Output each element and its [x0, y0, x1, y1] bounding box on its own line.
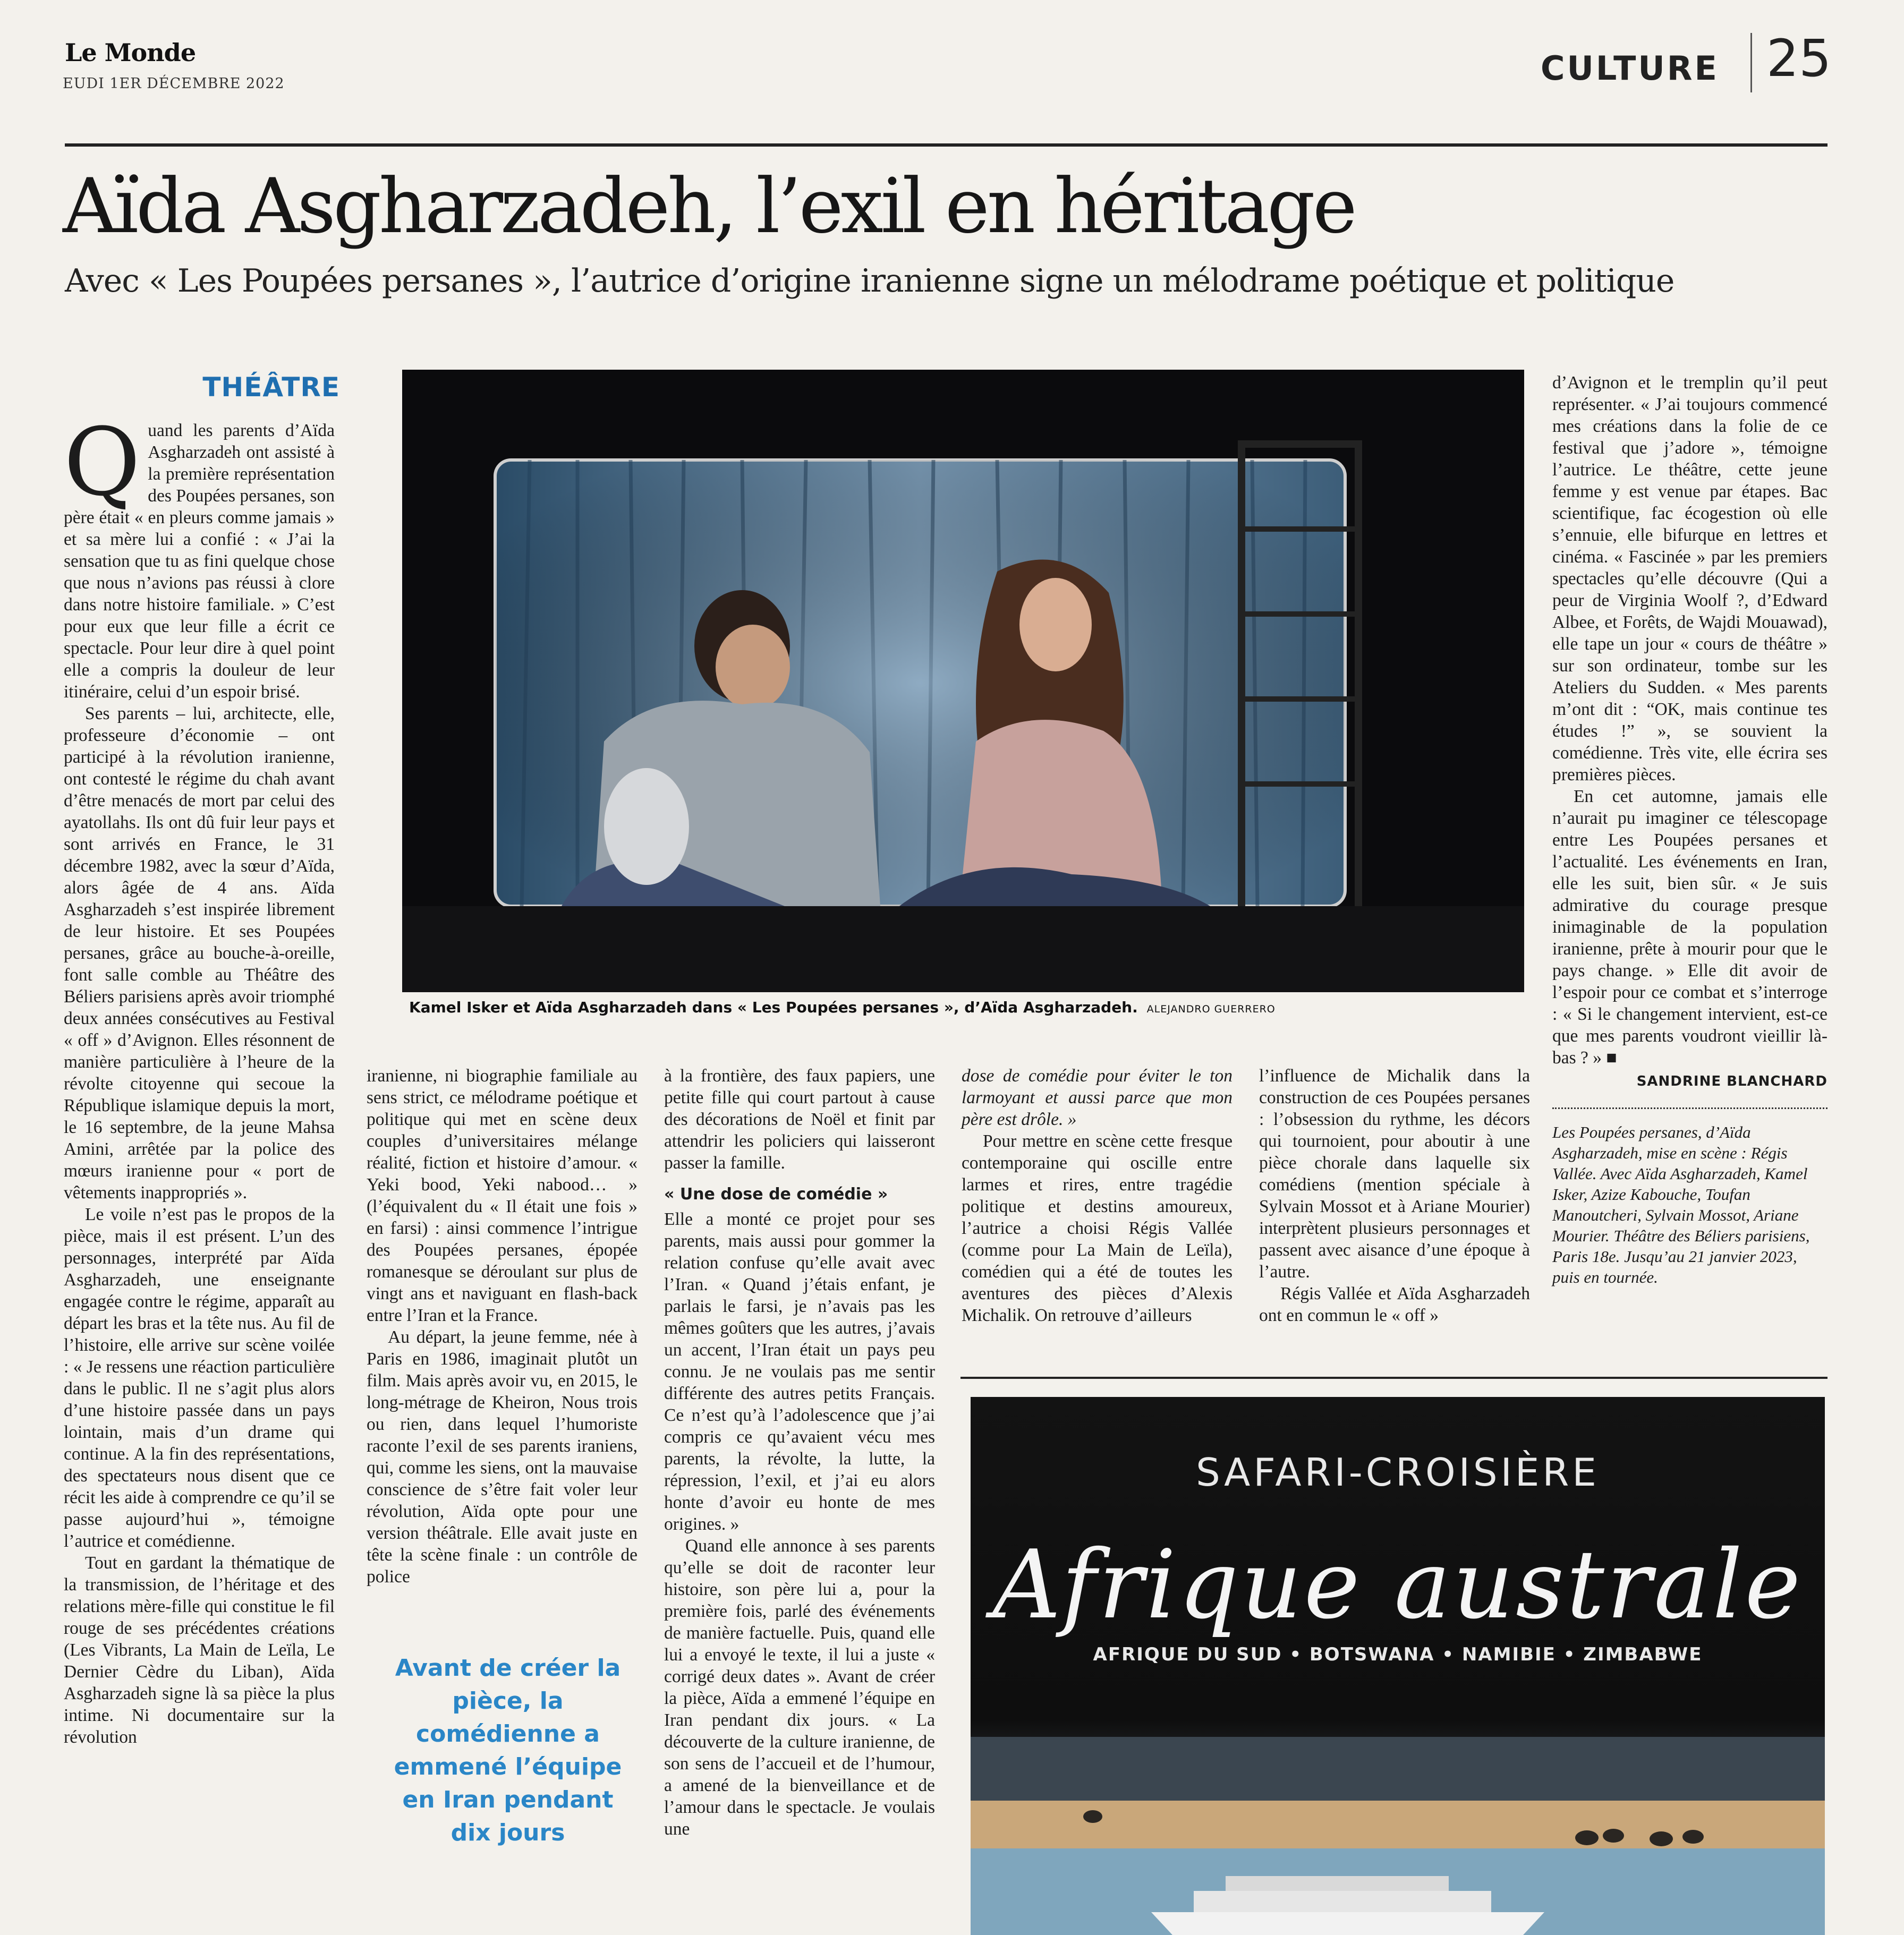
paragraph: d’Avignon et le tremplin qu’il peut représenter. « J’ai toujours commencé mes créations dans la folie de ce festival que j’adore », témoigne l’autrice. Le théâtre, cette jeune femme y est venue par étapes. Bac scientifique, fac écogestion où elle s’ennuie, elle bifurque en lettres et cinéma. « Fascinée » par les premiers spectacles qu’elle découvre (Qui a peur de Virginia Woolf ?, d’Edward Albee, et Forêts, de Wajdi Mouawad), elle tape un jour « cours de théâtre » sur son ordinateur, tombe sur les Ateliers du Sudden. « Mes parents m’ont dit : “OK, mais continue tes études !” », se souvient la comédienne. Très vite, elle écrira ses premières pièces. [1552, 373, 1828, 785]
photo-credit: ALEJANDRO GUERRERO [1146, 1003, 1276, 1015]
paragraph: Elle a monté ce projet pour ses parents, mais aussi pour gommer la relation confuse qu’elle avait avec l’Iran. « Quand j’étais enfant, je parlais le farsi, je n’avais pas les mêmes goûters que les autres, j’avais un accent, l’Iran était un pays peu connu. Je ne voulais pas me sentir différente des autres petits Français. Ce n’est qu’à l’adolescence que j’ai compris ce qu’avaient vécu mes parents, la révolte, la lutte, la répression, l’exil, et j’ai eu alors honte d’avoir eu honte de mes origines. » [664, 1209, 935, 1534]
paragraph: dose de comédie pour éviter le ton larmoyant et aussi parce que mon père est drôle. » [962, 1066, 1232, 1129]
ad-top-rule [960, 1377, 1828, 1379]
paragraph: Ses parents – lui, architecte, elle, professeure d’économie – ont participé à la révolution iranienne, ont contesté le régime du chah avant d’être menacés de mort par celui des ayatollahs. Ils ont dû fuir leur pays et sont arrivés en France, le 31 décembre 1982, avec la sœur d’Aïda, alors âgée de 4 ans. Aïda Asgharzadeh s’est inspirée librement de leur histoire. Et ses Poupées persanes, grâce au bouche-à-oreille, font salle comble au Théâtre des Béliers parisiens après avoir triomphé deux années consécutives au Festival « off » d’Avignon. Elles résonnent de manière particulière à l’heure de la révolte citoyenne qui secoue la République islamique depuis la mort, le 16 septembre, de la jeune Mahsa Amini, arrêtée par la police des mœurs iranienne pour « port de vêtements inappropriés ». [64, 704, 335, 1203]
article-column-3 [664, 1065, 935, 1840]
rubric-label: THÉÂTRE [202, 372, 340, 403]
advertisement[interactable] [971, 1397, 1825, 1935]
paragraph: Au départ, la jeune femme, née à Paris en 1986, imaginait plutôt un film. Mais après avoir vu, en 2015, le long-métrage de Kheiron, Nous trois ou rien, dans lequel l’humoriste raconte l’exil de ses parents iraniens, qui, comme les siens, ont la mauvaise conscience de s’être fait voler leur révolution, Aïda opte pour une version théâtrale. Elle avait juste en tête la scène finale : un contrôle de police [367, 1327, 638, 1587]
page-number: 25 [1766, 29, 1832, 88]
paragraph: En cet automne, jamais elle n’aurait pu imaginer ce télescopage entre Les Poupées persanes et l’actualité. Les événements en Iran, elle les suit, bien sûr. « Je suis admirative du courage presque inimaginable de la population iranienne, prête à mourir pour que le pays change. » Elle dit avoir de l’espoir pour ce combat et s’interroge : « Si le changement intervient, est-ce que mes parents voudront vieillir là-bas ? » ■ [1552, 787, 1828, 1068]
paragraph: iranienne, ni biographie familiale au sens strict, ce mélodrame poétique et politique qui met en scène deux couples d’universitaires mélange réalité, fiction et histoire d’amour. « Yeki bood, Yeki nabood… » (l’équivalent du « Il était une fois » en farsi) : ainsi commence l’intrigue des Poupées persanes, épopée romanesque se déroulant sur plus de vingt ans et naviguant en flash-back entre l’Iran et la France. [367, 1066, 638, 1325]
article-subtitle: Avec « Les Poupées persanes », l’autrice d’origine iranienne signe un mélodrame poétique et politique [65, 262, 1674, 300]
paragraph: Régis Vallée et Aïda Asgharzadeh ont en commun le « off » [1259, 1284, 1530, 1325]
paragraph: Quand elle annonce à ses parents qu’elle se doit de raconter leur histoire, son père lui a, pour la première fois, parlé des événements de manière factuelle. Puis, quand elle lui a envoyé le texte, il lui a juste « corrigé deux dates ». Avant de créer la pièce, Aïda a emmené l’équipe en Iran pendant dix jours. « La découverte de la culture iranienne, de son sens de l’accueil et de l’humour, a amené de la bienveillance et de l’amour dans le spectacle. Je voulais une [664, 1536, 935, 1839]
ad-kicker: SAFARI-CROISIÈRE [1196, 1450, 1600, 1495]
paragraph: Tout en gardant la thématique de la transmission, de l’héritage et des relations mère-fille qui constitue le fil rouge de ses précédentes créations (Les Vibrants, La Main de Leïla, Le Dernier Cèdre du Liban), Aïda Asgharzadeh signe là sa pièce la plus intime. Ni documentaire sur la révolution [64, 1553, 335, 1747]
photo-caption [409, 999, 1525, 1016]
drop-cap: Q [64, 408, 141, 517]
article-column-5 [1259, 1065, 1530, 1326]
pull-quote: Avant de créer la pièce, la comédienne a emmené l’équipe en Iran pendant dix jours [394, 1655, 622, 1846]
ad-headline: Afrique australe [992, 1530, 1803, 1640]
header-rule [65, 143, 1828, 147]
stage-photo-illustration [402, 370, 1524, 992]
article-column-2 [367, 1065, 638, 1588]
newspaper-logo: Le Monde [65, 38, 196, 67]
ad-landscape-image [971, 1737, 1825, 1935]
show-info-box: Les Poupées persanes, d’Aïda Asgharzadeh, mise en scène : Régis Vallée. Avec Aïda Asgharzadeh, Kamel Isker, Azize Kabouche, Toufan Manoutcheri, Sylvain Mossot, Ariane Mourier. Théâtre des Béliers parisiens, Paris 18e. Jusqu’au 21 janvier 2023, puis en tournée. [1552, 1123, 1810, 1286]
ad-destinations: AFRIQUE DU SUD • BOTSWANA • NAMIBIE • ZIMBABWE [1093, 1644, 1703, 1665]
article-column-6 [1552, 372, 1828, 1093]
infobox-divider [1552, 1107, 1828, 1109]
paragraph: Le voile n’est pas le propos de la pièce, mais il est présent. L’un des personnages, interprété par Aïda Asgharzadeh, une enseignante engagée contre le régime, apparaît au départ les bras et la tête nus. Au fil de l’histoire, elle arrive sur scène voilée : « Je ressens une réaction particulière dans le public. Il ne s’agit plus alors d’une histoire passée dans un pays lointain, mais d’un drame qui continue. A la fin des représentations, des spectateurs nous disent que ce récit les aide à comprendre ce qu’il se passe aujourd’hui », témoigne l’autrice et comédienne. [64, 1205, 335, 1551]
caption-text: Kamel Isker et Aïda Asgharzadeh dans « Les Poupées persanes », d’Aïda Asgharzadeh. [409, 999, 1138, 1016]
article-photo [402, 370, 1524, 992]
author-byline: SANDRINE BLANCHARD [1636, 1073, 1828, 1089]
article-column-1 [64, 408, 335, 1748]
paragraph: l’influence de Michalik dans la construction de ces Poupées persanes : l’obsession du rythme, les décors qui tournoient, pour aboutir à une pièce chorale dans laquelle six comédiens (mention spéciale à Sylvain Mossot et à Ariane Mourier) interprètent plusieurs personnages et passent avec aisance d’une époque à l’autre. [1259, 1066, 1530, 1282]
section-label: CULTURE [1541, 49, 1719, 88]
paragraph: à la frontière, des faux papiers, une petite fille qui court partout à cause des décorations de Noël et finit par attendrir les policiers qui laisseront passer la famille. [664, 1066, 935, 1173]
section-divider [1750, 33, 1752, 92]
article-title: Aïda Asgharzadeh, l’exil en héritage [63, 163, 1355, 250]
inter-heading: « Une dose de comédie » [664, 1185, 888, 1204]
issue-date: EUDI 1ER DÉCEMBRE 2022 [63, 75, 285, 92]
paragraph: uand les parents d’Aïda Asgharzadeh ont assisté à la première représentation des Poupées persanes, son père était « en pleurs comme jamais » et sa mère lui a confié : « J’ai la sensation que tu as fini quelque chose que nous n’avions pas réussi à clore dans notre histoire familiale. » C’est pour eux que leur fille a écrit ce spectacle. Pour leur dire à quel point elle a compris la douleur de leur itinéraire, celui d’un espoir brisé. [64, 421, 335, 702]
paragraph: Pour mettre en scène cette fresque contemporaine qui oscille entre larmes et rires, entre tragédie politique et destins amoureux, l’autrice a choisi Régis Vallée (comme pour La Main de Leïla), comédien qui a été de toutes les aventures des pièces d’Alexis Michalik. On retrouve d’ailleurs [962, 1131, 1232, 1325]
article-column-4 [962, 1065, 1232, 1326]
